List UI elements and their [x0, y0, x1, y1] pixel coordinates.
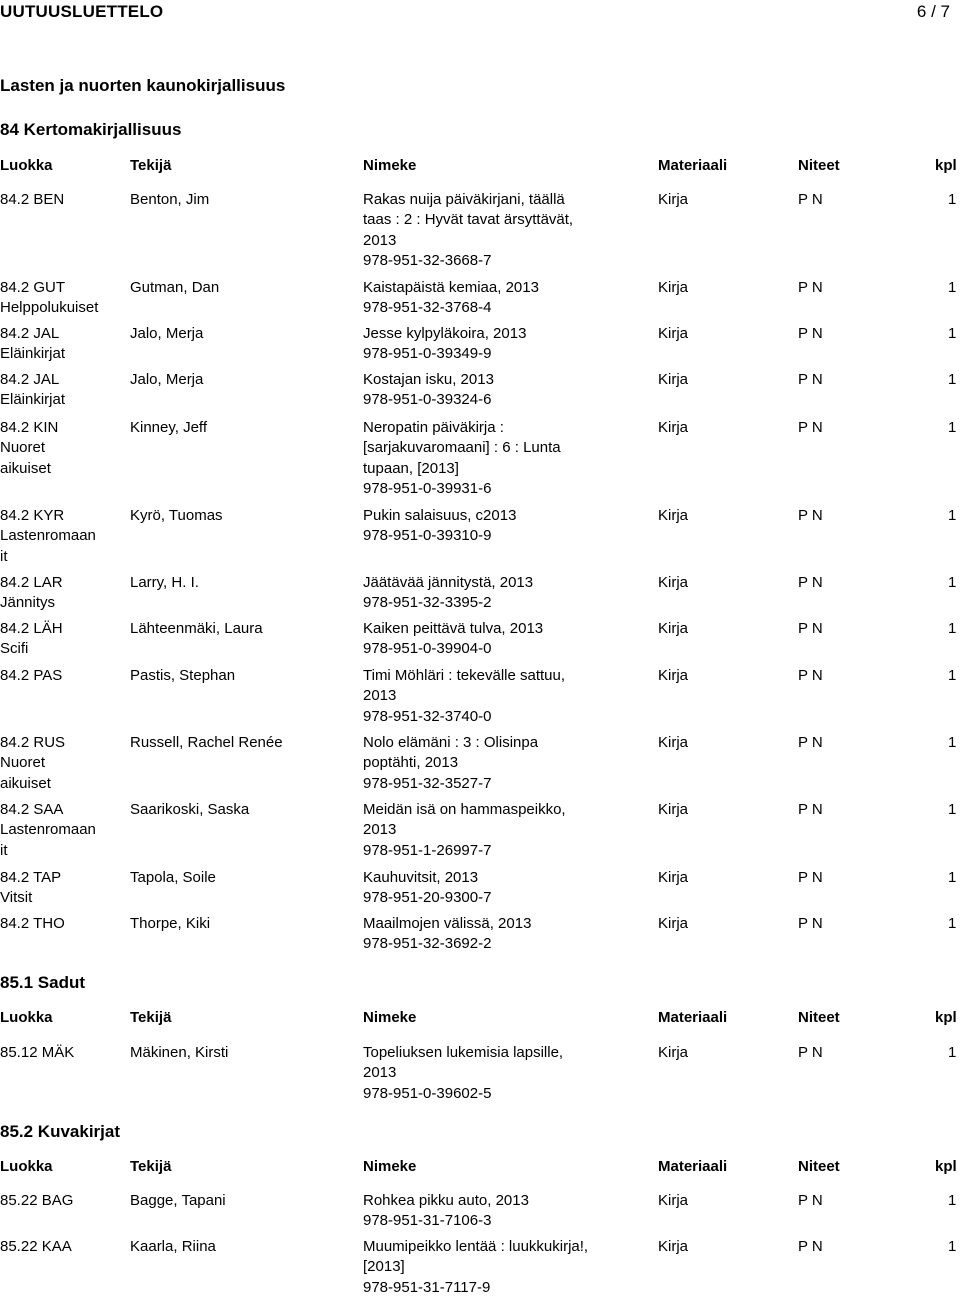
column-nimeke-cell	[363, 914, 648, 955]
column-tekija-cell: Lähteenmäki, Laura	[130, 620, 263, 637]
column-nimeke-cell	[363, 324, 648, 365]
column-kpl-cell: 1	[948, 191, 957, 208]
column-materiaali-cell: Kirja	[658, 371, 689, 388]
column-kpl-cell: 1	[948, 801, 957, 818]
column-nimeke-cell	[363, 733, 648, 794]
column-kpl-cell: 1	[948, 1044, 957, 1061]
column-nimeke-line: [sarjakuvaromaani] : 6 : Lunta	[363, 439, 561, 457]
column-materiaali-cell: Kirja	[658, 1192, 689, 1209]
column-materiaali-cell: Kirja	[658, 279, 689, 296]
column-luokka-line: Eläinkirjat	[0, 345, 66, 363]
column-niteet-cell: P N	[798, 419, 823, 436]
column-nimeke-header: Nimeke	[363, 1158, 417, 1175]
column-nimeke-line: Neropatin päiväkirja :	[363, 419, 504, 436]
column-luokka-line: 85.12 MÄK	[0, 1044, 75, 1061]
group-heading: 85.2 Kuvakirjat	[0, 1122, 121, 1141]
column-tekija-cell: Kyrö, Tuomas	[130, 507, 223, 524]
column-nimeke-line: 978-951-20-9300-7	[363, 889, 492, 907]
column-nimeke-line: Rakas nuija päiväkirjani, täällä	[363, 191, 565, 208]
column-tekija-header: Tekijä	[130, 1009, 172, 1026]
column-kpl-cell: 1	[948, 1192, 957, 1209]
column-nimeke-line: 978-951-32-3668-7	[363, 251, 492, 269]
column-tekija-cell: Tapola, Soile	[130, 869, 216, 886]
column-nimeke-line: taas : 2 : Hyvät tavat ärsyttävät,	[363, 211, 574, 229]
column-materiaali-header: Materiaali	[658, 157, 728, 174]
table-header	[0, 1158, 960, 1178]
column-luokka-line: 85.22 BAG	[0, 1192, 74, 1209]
column-kpl-cell: 1	[948, 667, 957, 684]
column-kpl-cell: 1	[948, 574, 957, 591]
column-tekija-cell: Jalo, Merja	[130, 371, 204, 388]
column-luokka-line: it	[0, 547, 8, 565]
column-nimeke-cell	[363, 370, 648, 411]
column-nimeke-cell	[363, 190, 648, 271]
column-luokka-line: Eläinkirjat	[0, 391, 66, 409]
column-materiaali-cell: Kirja	[658, 734, 689, 751]
column-materiaali-cell: Kirja	[658, 1238, 689, 1255]
column-tekija-cell: Kinney, Jeff	[130, 419, 207, 436]
document-title: UUTUUSLUETTELO	[0, 2, 164, 21]
page-number: 6 / 7	[916, 2, 950, 21]
column-tekija-cell: Russell, Rachel Renée	[130, 734, 283, 751]
column-kpl-cell: 1	[948, 1238, 957, 1255]
column-kpl-cell: 1	[948, 371, 957, 388]
column-niteet-cell: P N	[798, 1044, 823, 1061]
column-luokka-line: 84.2 TAP	[0, 869, 62, 886]
column-niteet-header: Niteet	[798, 1158, 840, 1175]
column-niteet-cell: P N	[798, 325, 823, 342]
column-kpl-cell: 1	[948, 734, 957, 751]
column-nimeke-cell	[363, 1237, 648, 1298]
column-niteet-cell: P N	[798, 801, 823, 818]
column-luokka-line: 84.2 KIN	[0, 419, 59, 436]
column-luokka-cell	[0, 619, 125, 660]
column-luokka-line: Scifi	[0, 640, 29, 658]
column-luokka-line: 84.2 THO	[0, 915, 65, 932]
column-nimeke-line: Rohkea pikku auto, 2013	[363, 1192, 529, 1209]
column-kpl-cell: 1	[948, 869, 957, 886]
column-tekija-cell: Bagge, Tapani	[130, 1192, 226, 1209]
column-luokka-cell	[0, 914, 125, 934]
column-luokka-line: Lastenromaan	[0, 821, 96, 839]
column-luokka-cell	[0, 1191, 125, 1211]
column-nimeke-line: Kaiken peittävä tulva, 2013	[363, 620, 544, 637]
column-nimeke-line: 978-951-32-3768-4	[363, 299, 492, 317]
column-luokka-line: 84.2 BEN	[0, 191, 65, 208]
column-nimeke-cell	[363, 418, 648, 499]
column-kpl-header: kpl	[935, 1009, 957, 1026]
column-tekija-cell: Kaarla, Riina	[130, 1238, 216, 1255]
column-niteet-cell: P N	[798, 620, 823, 637]
column-nimeke-line: [2013]	[363, 1258, 405, 1276]
column-niteet-cell: P N	[798, 667, 823, 684]
column-materiaali-cell: Kirja	[658, 191, 689, 208]
column-nimeke-cell	[363, 619, 648, 660]
page-header	[0, 0, 960, 24]
column-luokka-line: 84.2 SAA	[0, 801, 64, 818]
column-nimeke-line: Nolo elämäni : 3 : Olisinpa	[363, 734, 539, 751]
column-nimeke-line: Jesse kylpyläkoira, 2013	[363, 325, 527, 342]
column-luokka-line: aikuiset	[0, 774, 51, 792]
column-niteet-cell: P N	[798, 574, 823, 591]
column-luokka-line: Lastenromaan	[0, 527, 96, 545]
column-nimeke-line: 2013	[363, 821, 397, 839]
column-kpl-cell: 1	[948, 915, 957, 932]
column-luokka-header: Luokka	[0, 157, 53, 174]
column-nimeke-line: 978-951-32-3740-0	[363, 707, 492, 725]
column-nimeke-line: 978-951-32-3395-2	[363, 594, 492, 612]
column-nimeke-line: 978-951-32-3692-2	[363, 935, 492, 953]
column-tekija-cell: Benton, Jim	[130, 191, 210, 208]
column-nimeke-line: Maailmojen välissä, 2013	[363, 915, 532, 932]
column-luokka-line: 84.2 GUT	[0, 279, 66, 296]
column-nimeke-line: 978-951-32-3527-7	[363, 774, 492, 792]
column-materiaali-header: Materiaali	[658, 1158, 728, 1175]
column-niteet-header: Niteet	[798, 1009, 840, 1026]
column-luokka-line: Nuoret	[0, 439, 46, 457]
column-luokka-cell	[0, 506, 125, 567]
column-tekija-header: Tekijä	[130, 1158, 172, 1175]
column-nimeke-cell	[363, 1191, 648, 1232]
column-materiaali-cell: Kirja	[658, 667, 689, 684]
column-tekija-cell: Gutman, Dan	[130, 279, 220, 296]
column-nimeke-line: 2013	[363, 1064, 397, 1082]
column-materiaali-cell: Kirja	[658, 801, 689, 818]
column-nimeke-line: 978-951-0-39904-0	[363, 640, 492, 658]
column-luokka-cell	[0, 573, 125, 614]
column-nimeke-cell	[363, 1043, 648, 1104]
column-nimeke-line: Topeliuksen lukemisia lapsille,	[363, 1044, 564, 1061]
group-heading: 84 Kertomakirjallisuus	[0, 120, 182, 139]
column-nimeke-cell	[363, 506, 648, 547]
column-luokka-line: Helppolukuiset	[0, 299, 99, 317]
column-materiaali-cell: Kirja	[658, 915, 689, 932]
column-niteet-cell: P N	[798, 279, 823, 296]
column-niteet-cell: P N	[798, 734, 823, 751]
column-nimeke-line: Muumipeikko lentää : luukkukirja!,	[363, 1238, 589, 1255]
column-niteet-cell: P N	[798, 507, 823, 524]
column-kpl-cell: 1	[948, 419, 957, 436]
column-nimeke-line: Timi Möhläri : tekevälle sattuu,	[363, 667, 566, 684]
column-tekija-cell: Jalo, Merja	[130, 325, 204, 342]
column-kpl-header: kpl	[935, 1158, 957, 1175]
column-luokka-line: 84.2 KYR	[0, 507, 65, 524]
column-luokka-line: 84.2 JAL	[0, 371, 60, 388]
column-luokka-line: aikuiset	[0, 459, 51, 477]
column-tekija-cell: Mäkinen, Kirsti	[130, 1044, 229, 1061]
column-luokka-line: 84.2 JAL	[0, 325, 60, 342]
column-nimeke-line: Kaistapäistä kemiaa, 2013	[363, 279, 539, 296]
column-materiaali-cell: Kirja	[658, 620, 689, 637]
column-nimeke-line: 2013	[363, 687, 397, 705]
column-materiaali-cell: Kirja	[658, 419, 689, 436]
column-nimeke-cell	[363, 868, 648, 909]
column-materiaali-cell: Kirja	[658, 325, 689, 342]
column-luokka-header: Luokka	[0, 1158, 53, 1175]
column-nimeke-cell	[363, 573, 648, 614]
column-luokka-cell	[0, 800, 125, 861]
column-nimeke-line: 978-951-0-39310-9	[363, 527, 492, 545]
table-header	[0, 157, 960, 177]
column-nimeke-line: 978-951-0-39602-5	[363, 1084, 492, 1102]
column-kpl-cell: 1	[948, 325, 957, 342]
column-luokka-line: 84.2 PAS	[0, 667, 63, 684]
column-tekija-cell: Saarikoski, Saska	[130, 801, 250, 818]
column-tekija-cell: Larry, H. I.	[130, 574, 199, 591]
column-nimeke-line: 2013	[363, 231, 397, 249]
column-materiaali-header: Materiaali	[658, 1009, 728, 1026]
column-niteet-header: Niteet	[798, 157, 840, 174]
column-nimeke-line: 978-951-0-39931-6	[363, 479, 492, 497]
column-nimeke-line: 978-951-31-7117-9	[363, 1278, 491, 1296]
column-niteet-cell: P N	[798, 191, 823, 208]
column-kpl-cell: 1	[948, 620, 957, 637]
column-luokka-cell	[0, 666, 125, 686]
column-materiaali-cell: Kirja	[658, 574, 689, 591]
column-materiaali-cell: Kirja	[658, 1044, 689, 1061]
table-header	[0, 1009, 960, 1029]
column-nimeke-line: Kostajan isku, 2013	[363, 371, 494, 388]
column-luokka-cell	[0, 868, 125, 909]
column-luokka-line: Vitsit	[0, 889, 33, 907]
column-luokka-cell	[0, 324, 125, 365]
column-nimeke-header: Nimeke	[363, 157, 417, 174]
column-materiaali-cell: Kirja	[658, 869, 689, 886]
column-luokka-line: it	[0, 841, 8, 859]
column-tekija-cell: Thorpe, Kiki	[130, 915, 211, 932]
column-nimeke-cell	[363, 278, 648, 319]
column-luokka-cell	[0, 418, 125, 479]
column-nimeke-line: 978-951-1-26997-7	[363, 841, 492, 859]
column-luokka-line: Nuoret	[0, 754, 46, 772]
column-nimeke-line: tupaan, [2013]	[363, 459, 459, 477]
column-luokka-line: Jännitys	[0, 594, 56, 612]
group-heading: 85.1 Sadut	[0, 973, 86, 992]
column-kpl-cell: 1	[948, 279, 957, 296]
column-nimeke-line: Meidän isä on hammaspeikko,	[363, 801, 566, 818]
column-kpl-cell: 1	[948, 507, 957, 524]
column-niteet-cell: P N	[798, 1238, 823, 1255]
column-tekija-header: Tekijä	[130, 157, 172, 174]
column-luokka-line: 85.22 KAA	[0, 1238, 72, 1255]
column-nimeke-line: Kauhuvitsit, 2013	[363, 869, 479, 886]
column-nimeke-line: 978-951-0-39324-6	[363, 391, 492, 409]
column-niteet-cell: P N	[798, 915, 823, 932]
column-nimeke-line: Pukin salaisuus, c2013	[363, 507, 517, 524]
column-luokka-cell	[0, 370, 125, 411]
column-kpl-header: kpl	[935, 157, 957, 174]
column-nimeke-line: 978-951-31-7106-3	[363, 1212, 492, 1230]
column-luokka-cell	[0, 1237, 125, 1257]
column-niteet-cell: P N	[798, 1192, 823, 1209]
column-luokka-cell	[0, 1043, 125, 1063]
column-luokka-line: 84.2 RUS	[0, 734, 66, 751]
column-tekija-cell: Pastis, Stephan	[130, 667, 236, 684]
column-materiaali-cell: Kirja	[658, 507, 689, 524]
column-luokka-line: 84.2 LÄH	[0, 620, 63, 637]
column-luokka-cell	[0, 733, 125, 794]
column-luokka-header: Luokka	[0, 1009, 53, 1026]
section-title: Lasten ja nuorten kaunokirjallisuus	[0, 76, 286, 95]
column-nimeke-header: Nimeke	[363, 1009, 417, 1026]
column-niteet-cell: P N	[798, 869, 823, 886]
column-nimeke-line: 978-951-0-39349-9	[363, 345, 492, 363]
column-nimeke-cell	[363, 800, 648, 861]
column-luokka-cell	[0, 278, 125, 319]
column-nimeke-line: Jäätävää jännitystä, 2013	[363, 574, 534, 591]
column-nimeke-line: poptähti, 2013	[363, 754, 459, 772]
column-niteet-cell: P N	[798, 371, 823, 388]
column-luokka-line: 84.2 LAR	[0, 574, 63, 591]
column-nimeke-cell	[363, 666, 648, 727]
column-luokka-cell	[0, 190, 125, 210]
